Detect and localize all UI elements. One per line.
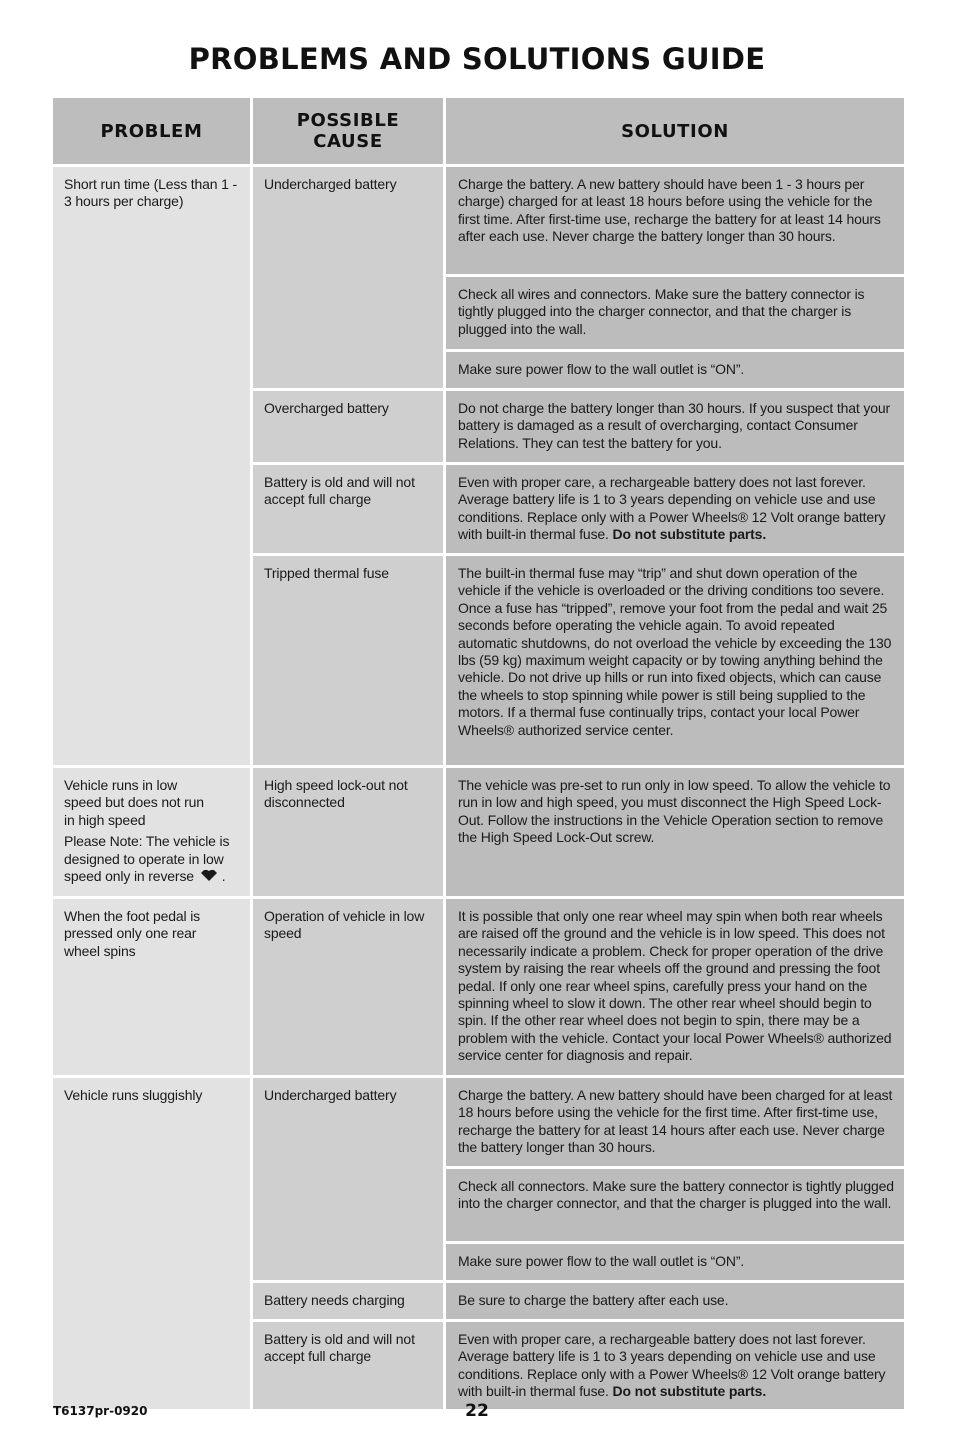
problem-cell [53,167,250,765]
problem-note [64,833,239,886]
problem-note-end: . [221,868,226,885]
cause-cell: Battery is old and will not accept full charge [253,465,443,553]
header-possible-cause [253,98,443,164]
solution-warning: Do not substitute parts. [612,526,767,543]
cause-cell: Tripped thermal fuse [253,556,443,765]
solution-cell: Charge the battery. A new battery should have been 1 - 3 hours per charge) charged for at least 18 hours before using the vehicle for the first time. After first-time use, recharge the battery for at least 14 hours after each use. Never charge the battery longer than 30 hours. [446,167,904,274]
problem-text: Vehicle runs sluggishly [64,1087,203,1103]
problem-cell [53,1078,250,1409]
document-code: T6137pr-0920 [53,1404,148,1418]
header-cause-line1: POSSIBLE [296,110,400,131]
problem-text: Vehicle runs in low speed but does not run in high speed [64,777,204,828]
cause-cell [253,167,443,388]
header-cause-line2: CAUSE [313,131,383,152]
solution-cell: Check all connectors. Make sure the battery connector is tightly plugged into the charger connector, and that the charger is plugged into the wall. [446,1169,904,1241]
solution-cell [446,1322,904,1409]
cause-text: Undercharged battery [264,1087,397,1103]
solution-text: Even with proper care, a rechargeable battery does not last forever. Average battery life is 1 to 3 years depending on vehicle use and use conditions. Replace only with a Power Wheels® 12 Volt orange battery with built-in thermal fuse. [458,474,886,543]
problems-solutions-table [53,98,904,1409]
solution-cell: Do not charge the battery longer than 30 hours. If you suspect that your battery is damaged as a result of overcharging, contact Consumer Relations. They can test the battery for you. [446,391,904,462]
cause-cell: Operation of vehicle in low speed [253,899,443,1075]
problem-text: Short run time (Less than 1 - 3 hours per charge) [64,176,238,210]
solution-warning: Do not substitute parts. [612,1383,767,1400]
solution-cell: Be sure to charge the battery after each use. [446,1283,904,1319]
solution-cell: Charge the battery. A new battery should have been charged for at least 18 hours before using the vehicle for the first time. After first-time use, recharge the battery for at least 14 hours after each use. Never charge the battery longer than 30 hours. [446,1078,904,1166]
solution-cell [446,465,904,553]
problem-cell [53,899,250,1075]
page-title: PROBLEMS AND SOLUTIONS GUIDE [188,42,766,76]
problem-cell [53,768,250,896]
header-problem: PROBLEM [53,98,250,164]
cause-cell [253,1078,443,1280]
cause-cell: Battery is old and will not accept full charge [253,1322,443,1409]
reverse-arrow-icon [200,868,218,886]
solution-cell: The built-in thermal fuse may “trip” and shut down operation of the vehicle if the vehicle is overloaded or the driving conditions too severe. Once a fuse has “tripped”, remove your foot from the pedal and wait 25 seconds before operating the vehicle again. To avoid repeated automatic shutdowns, do not overload the vehicle by exceeding the 130 lbs (59 kg) maximum weight capacity or by towing anything behind the vehicle. Do not drive up hills or run into fixed objects, which can cause the wheels to stop spinning while power is still being supplied to the motors. If a thermal fuse continually trips, contact your local Power Wheels® authorized service center. [446,556,904,765]
solution-text: Even with proper care, a rechargeable battery does not last forever. Average battery life is 1 to 3 years depending on vehicle use and use conditions. Replace only with a Power Wheels® 12 Volt orange battery with built-in thermal fuse. [458,1331,886,1400]
cause-text: Undercharged battery [264,176,397,192]
problem-note-text: Please Note: The vehicle is designed to operate in low speed only in reverse [64,833,230,885]
header-solution: SOLUTION [446,98,904,164]
solution-cell: It is possible that only one rear wheel may spin when both rear wheels are raised off the ground and the vehicle is in low speed. This does not necessarily indicate a problem. Check for proper operation of the drive system by raising the rear wheels off the ground and pressing the foot pedal. If only one rear wheel spins, carefully press your hand on the spinning wheel to slow it down. The other rear wheel should begin to spin. If the other rear wheel does not begin to spin, there may be a problem with the vehicle. Contact your local Power Wheels® authorized service center for diagnosis and repair. [446,899,904,1075]
cause-cell: Overcharged battery [253,391,443,462]
solution-cell: Make sure power flow to the wall outlet is “ON”. [446,1244,904,1280]
solution-cell: Check all wires and connectors. Make sure the battery connector is tightly plugged into the charger connector, and that the charger is plugged into the wall. [446,277,904,349]
problem-text: When the foot pedal is pressed only one rear wheel spins [64,908,201,959]
cause-cell: Battery needs charging [253,1283,443,1319]
solution-cell: The vehicle was pre-set to run only in low speed. To allow the vehicle to run in low and high speed, you must disconnect the High Speed Lock-Out. Follow the instructions in the Vehicle Operation section to remove the High Speed Lock-Out screw. [446,768,904,896]
cause-cell: High speed lock-out not disconnected [253,768,443,896]
page-number: 22 [465,1401,489,1421]
solution-cell: Make sure power flow to the wall outlet is “ON”. [446,352,904,388]
